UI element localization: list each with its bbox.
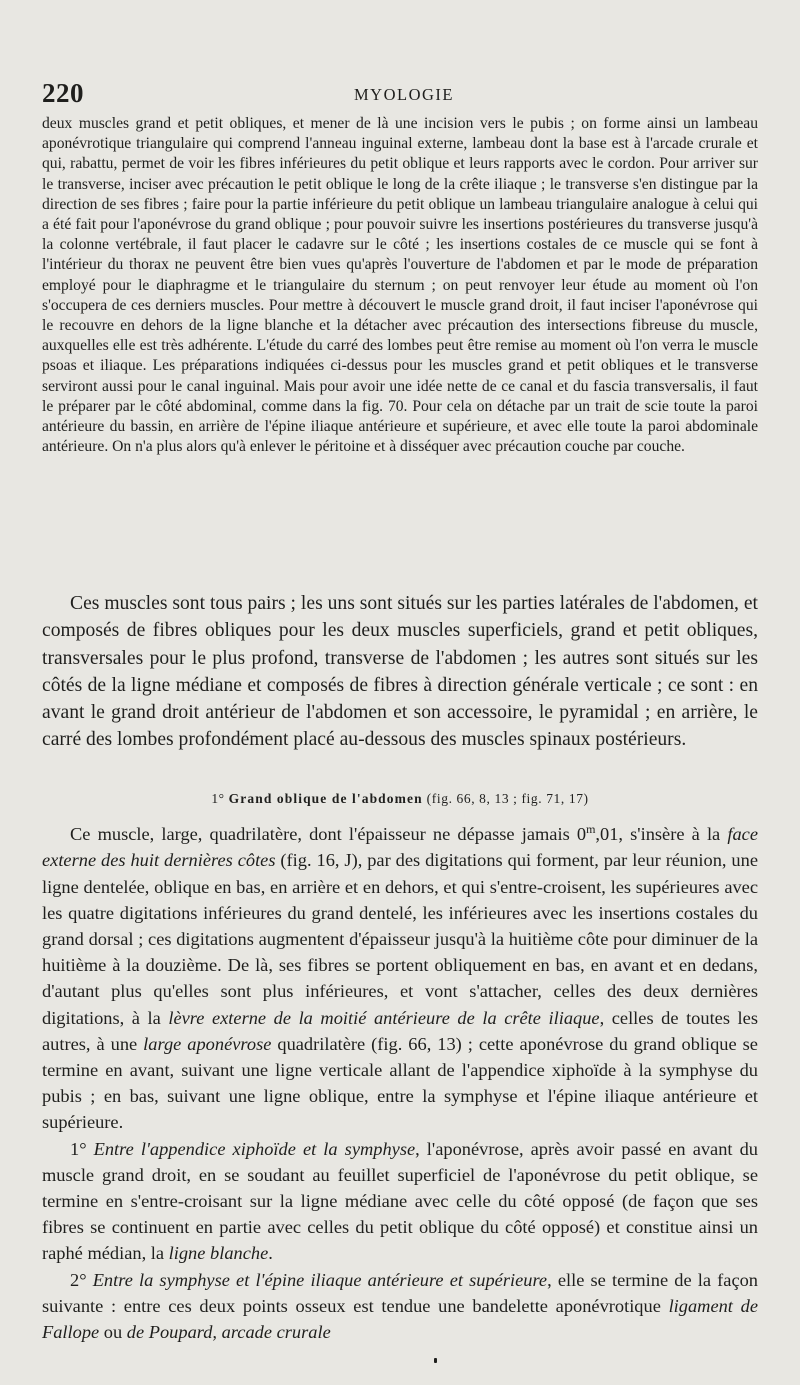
page-number: 220 [42, 78, 84, 108]
text-run: . [268, 1243, 273, 1264]
section-title: Grand oblique de l'abdomen [228, 791, 423, 806]
print-mark [434, 1358, 437, 1363]
italic-term: de Poupard, arcade crurale [126, 1321, 331, 1342]
preparation-notes [42, 114, 758, 457]
text-run: , celles de toutes les autres, à une [42, 1007, 758, 1054]
italic-term: Entre la symphyse et l'épine iliaque antérieure et supérieure [92, 1269, 548, 1290]
italic-term: large aponévrose [143, 1033, 272, 1054]
italic-term: face externe des huit dernières côtes [42, 824, 758, 871]
body-paragraph-2 [42, 1136, 758, 1267]
section-refs: (fig. 66, 8, 13 ; fig. 71, 17) [426, 791, 589, 806]
running-title: MYOLOGIE [354, 85, 454, 104]
italic-term: Entre l'appendice xiphoïde et la symphyse [93, 1138, 416, 1159]
text-run: , elle se termine de la façon suivante : entre ces deux points osseux est tendue une bandelette aponévrotique [42, 1269, 758, 1316]
item-number: 2° [70, 1269, 93, 1290]
section-body [42, 816, 758, 1345]
page-header [42, 78, 758, 108]
text-run: ou [99, 1321, 127, 1342]
body-paragraph-3 [42, 1267, 758, 1346]
text-run: Ce muscle, large, quadrilatère, dont l'épaisseur ne dépasse jamais 0 [70, 824, 587, 845]
text-run: quadrilatère (fig. 66, 13) ; cette aponévrose du grand oblique se termine en avant, suivant une ligne verticale allant de l'appendice xiphoïde à la symphyse du pubis ; en bas, suivant une ligne oblique, entre la symphyse et l'épine iliaque antérieure et supérieure. [42, 1033, 758, 1133]
section-number: 1° [211, 791, 225, 806]
unit-superscript: m [586, 822, 596, 836]
italic-term: ligament de Fallope [42, 1295, 758, 1342]
item-number: 1° [70, 1138, 94, 1159]
overview-section [42, 590, 758, 754]
text-run: (fig. 16, J), par des digitations qui forment, par leur réunion, une ligne dentelée, oblique en bas, en arrière et en dehors, et qui s'entre-croisent, les supérieures avec les quatre digitations inférieures du grand dentelé, les inférieures avec les insertions costales du grand dorsal ; ces digitations augmentent d'épaisseur jusqu'à la huitième côte pour diminuer de la huitième à la douzième. De là, ses fibres se portent obliquement en bas, en avant et en dedans, d'autant plus qu'elles sont plus inférieures, et vont s'attacher, celles des deux dernières digitations, à la [42, 850, 758, 1028]
italic-term: lèvre externe de la moitié antérieure de la crête iliaque [168, 1007, 600, 1028]
italic-term: ligne blanche [168, 1243, 269, 1264]
overview-paragraph: Ces muscles sont tous pairs ; les uns sont situés sur les parties latérales de l'abdomen, et composés de fibres obliques pour les deux muscles superficiels, grand et petit obliques, transversales pour le plus profond, transverse de l'abdomen ; les autres sont situés sur les côtés de la ligne médiane et composés de fibres à direction générale verticale ; ce sont : en avant le grand droit antérieur de l'abdomen et son accessoire, le pyramidal ; en arrière, le carré des lombes profondément placé au-dessous des muscles spinaux postérieurs. [42, 593, 758, 751]
text-run: ,01, s'insère à la [595, 824, 728, 845]
text-run: , l'aponévrose, après avoir passé en avant du muscle grand droit, en se soudant au feuillet superficiel de l'aponévrose du petit oblique, se termine en s'entre-croisant sur la ligne médiane avec celle du côté opposé (de façon que ses fibres se continuent en partie avec celles du petit oblique du côté opposé) et constitue ainsi un raphé médian, la [42, 1138, 758, 1264]
body-paragraph-1 [42, 816, 758, 1136]
section-heading [42, 791, 758, 807]
intro-paragraph: deux muscles grand et petit obliques, et mener de là une incision vers le pubis ; on forme ainsi un lambeau aponévrotique triangulaire qui comprend l'anneau inguinal externe, lambeau dont la base est à l'arcade crurale et qui, rabattu, permet de voir les fibres inférieures du petit oblique et leurs rapports avec le cordon. Pour arriver sur le transverse, inciser avec précaution le petit oblique le long de la crête iliaque ; le transverse s'en distingue par la direction de ses fibres ; faire pour la partie inférieure du petit oblique un lambeau triangulaire analogue à celui qui a été fait pour l'aponévrose du grand oblique ; pour pouvoir suivre les insertions postérieures du transverse jusqu'à la colonne vertébrale, il faut placer le cadavre sur le côté ; les insertions costales de ce muscle qui se font à l'intérieur du thorax ne peuvent être bien vues qu'après l'ouverture de l'abdomen et par le mode de préparation employé pour le diaphragme et le triangulaire du sternum ; on peut renvoyer leur étude au moment où l'on s'occupera de ces derniers muscles. Pour mettre à découvert le muscle grand droit, il faut inciser l'aponévrose qui le recouvre en dehors de la ligne blanche et la détacher avec précaution des intersections fibreuse du muscle, auxquelles elle est très adhérente. L'étude du carré des lombes peut être remise au moment où l'on verra le muscle psoas et iliaque. Les préparations indiquées ci-dessus pour les muscles grand et petit obliques et le transverse serviront aussi pour le canal inguinal. Mais pour avoir une idée nette de ce canal et du fascia transversalis, il faut le préparer par le côté abdominal, comme dans la fig. 70. Pour cela on détache par un trait de scie toute la paroi antérieure du bassin, en arrière de l'épine iliaque antérieure et supérieure, et avec elle toute la paroi abdominale antérieure. On n'a plus alors qu'à enlever le péritoine et à disséquer avec précaution couche par couche. [42, 115, 758, 456]
